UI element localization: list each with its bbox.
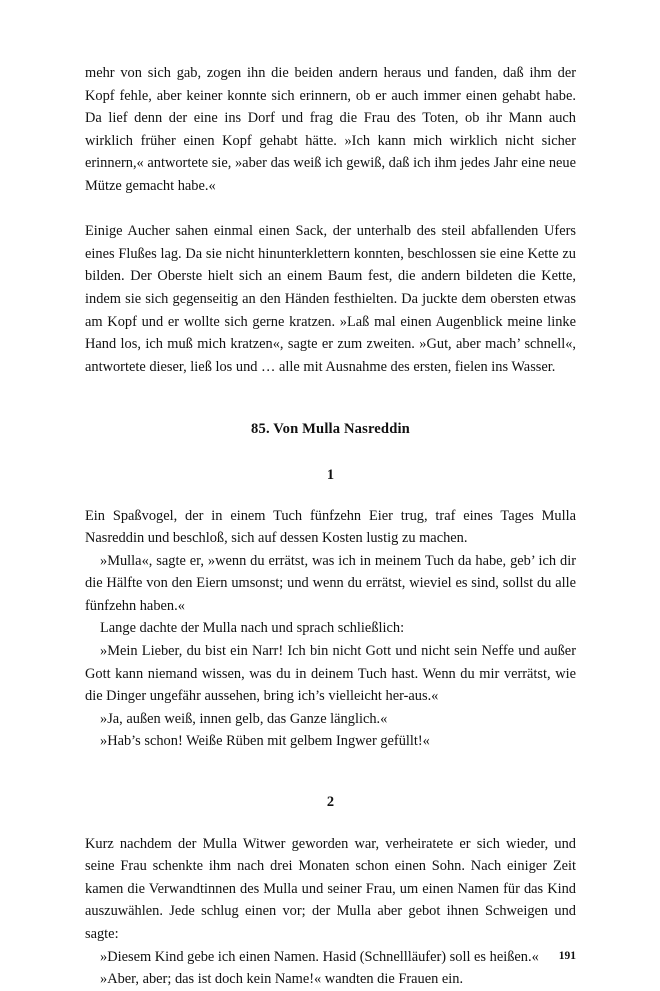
section-number-1: 1 — [326, 466, 335, 483]
paragraph-aucher-anecdote: Einige Aucher sahen einmal einen Sack, der unterhalb des steil abfallenden Ufers eines Flußes lag. Da sie nicht hinunterklettern konnten, beschlossen sie eine Kette zu bilden. Der Oberste hielt sich an einem Baum fest, die andern bildeten die Kette, indem sie sich gegenseitig an den Händen festhielten. Da juckte dem obersten etwas am Kopf und er wollte sich gerne kratzen. »Laß mal einen Augenblick meine linke Hand los, ich muß mich kratzen«, sagte er zum zweiten. »Gut, aber mach’ schnell«, antwortete dieser, ließ los und … alle mit Ausnahme des ersten, fielen ins Wasser. — [85, 223, 576, 375]
section-number-2: 2 — [326, 794, 335, 811]
section1-paragraph-5: »Ja, außen weiß, innen gelb, das Ganze länglich.« — [100, 710, 388, 727]
page-text-block — [85, 62, 576, 991]
page-number: 191 — [558, 950, 576, 962]
section1-paragraph-2: »Mulla«, sagte er, »wenn du errätst, was ich in meinem Tuch da habe, geb’ ich dir die Hälfte von den Eiern umsonst; und wenn du errätst, wieviel es sind, sollst du alle fünfzehn haben.« — [85, 552, 576, 614]
section2-paragraph-2: »Diesem Kind gebe ich einen Namen. Hasid (Schnellläufer) soll es heißen.« — [100, 948, 539, 965]
section1-paragraph-3: Lange dachte der Mulla nach und sprach schließlich: — [100, 620, 405, 637]
section1-paragraph-1: Ein Spaßvogel, der in einem Tuch fünfzehn Eier trug, traf eines Tages Mulla Nasreddin und beschloß, sich auf dessen Kosten lustig zu machen. — [85, 507, 576, 547]
chapter-heading: 85. Von Mulla Nasreddin — [251, 421, 410, 438]
section2-paragraph-3: »Aber, aber; das ist doch kein Name!« wandten die Frauen ein. — [100, 971, 464, 988]
section1-paragraph-4: »Mein Lieber, du bist ein Narr! Ich bin nicht Gott und nicht sein Neffe und außer Gott kann niemand wissen, was du in deinem Tuch hast. Wenn du mir verrätst, wie die Dinger ungefähr aussehen, bring ich’s vielleicht her-aus.« — [85, 643, 576, 705]
section2-paragraph-1: Kurz nachdem der Mulla Witwer geworden war, verheiratete er sich wieder, und seine Frau schenkte ihm nach drei Monaten schon einen Sohn. Nach einiger Zeit kamen die Verwandtinnen des Mulla und seiner Frau, um einen Namen für das Kind auszuwählen. Jede schlug einen vor; der Mulla aber gebot ihnen Schweigen und sagte: — [85, 835, 576, 942]
paragraph-continuation: mehr von sich gab, zogen ihn die beiden andern heraus und fanden, daß ihm der Kopf fehle, aber keiner konnte sich erinnern, ob er auch immer einen gehabt habe. Da lief denn der eine ins Dorf und frag die Frau des Toten, ob ihr Mann auch wirklich früher einen Kopf gehabt hätte. »Ich kann mich wirklich nicht sicher erinnern,« antwortete sie, »aber das weiß ich gewiß, daß ich ihm jedes Jahr eine neue Mütze gemacht habe.« — [85, 65, 576, 194]
section1-paragraph-6: »Hab’s schon! Weiße Rüben mit gelbem Ingwer gefüllt!« — [100, 733, 430, 750]
